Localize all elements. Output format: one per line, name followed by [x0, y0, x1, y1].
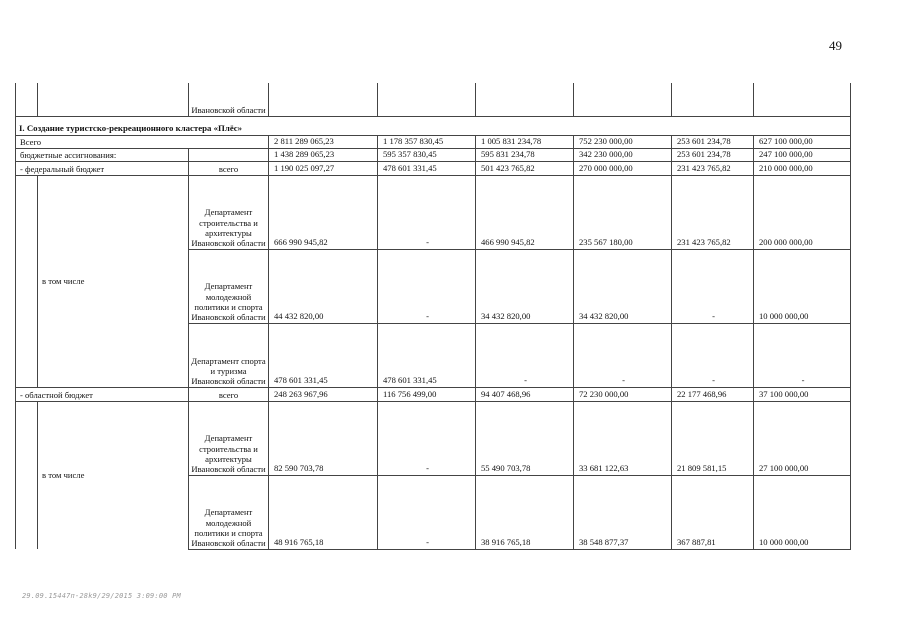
value-cell: 48 916 765,18	[269, 475, 378, 549]
value-cell: -	[378, 249, 476, 323]
value-cell: -	[378, 175, 476, 249]
table-row	[16, 83, 851, 116]
value-cell: 478 601 331,45	[378, 161, 476, 175]
value-cell: 752 230 000,00	[574, 135, 672, 148]
value-cell: -	[378, 401, 476, 475]
value-cell: -	[672, 249, 754, 323]
value-cell: -	[672, 323, 754, 387]
value-cell: 10 000 000,00	[754, 475, 851, 549]
value-cell: 231 423 765,82	[672, 175, 754, 249]
row-label: в том числе	[38, 401, 189, 549]
table-row	[16, 387, 851, 401]
value-cell: 627 100 000,00	[754, 135, 851, 148]
value-cell: -	[574, 323, 672, 387]
dept-cell: Ивановской области	[189, 83, 269, 116]
table-row	[16, 401, 851, 475]
value-cell: -	[476, 323, 574, 387]
value-cell: 200 000 000,00	[754, 175, 851, 249]
dept-cell: Департамент молодежной политики и спорта Ивановской области	[189, 249, 269, 323]
value-cell: 34 432 820,00	[476, 249, 574, 323]
value-cell: 270 000 000,00	[574, 161, 672, 175]
value-cell: 367 887,81	[672, 475, 754, 549]
value-cell: 478 601 331,45	[269, 323, 378, 387]
dept-cell: Департамент спорта и туризма Ивановской области	[189, 323, 269, 387]
value-cell: 22 177 468,96	[672, 387, 754, 401]
value-cell: 1 005 831 234,78	[476, 135, 574, 148]
page-number: 49	[829, 38, 842, 53]
value-cell: 247 100 000,00	[754, 148, 851, 161]
budget-table	[15, 83, 851, 550]
value-cell: 666 990 945,82	[269, 175, 378, 249]
value-cell: 253 601 234,78	[672, 148, 754, 161]
value-cell: 231 423 765,82	[672, 161, 754, 175]
value-cell: 2 811 289 065,23	[269, 135, 378, 148]
value-cell: 595 831 234,78	[476, 148, 574, 161]
value-cell: 21 809 581,15	[672, 401, 754, 475]
value-cell: 33 681 122,63	[574, 401, 672, 475]
value-cell: 37 100 000,00	[754, 387, 851, 401]
value-cell: 94 407 468,96	[476, 387, 574, 401]
row-sublabel: всего	[189, 161, 269, 175]
table-row	[16, 148, 851, 161]
value-cell: 342 230 000,00	[574, 148, 672, 161]
value-cell: 248 263 967,96	[269, 387, 378, 401]
row-sublabel: всего	[189, 387, 269, 401]
value-cell: 55 490 703,78	[476, 401, 574, 475]
value-cell: 478 601 331,45	[378, 323, 476, 387]
value-cell: 82 590 703,78	[269, 401, 378, 475]
section-header-row	[16, 116, 851, 135]
row-label: - областной бюджет	[16, 387, 189, 401]
value-cell: 27 100 000,00	[754, 401, 851, 475]
section-title: I. Создание туристско-рекреационного кластера «Плёс»	[16, 116, 851, 135]
value-cell: 210 000 000,00	[754, 161, 851, 175]
table-row	[16, 135, 851, 148]
value-cell: -	[378, 475, 476, 549]
value-cell: 1 190 025 097,27	[269, 161, 378, 175]
value-cell: 235 567 180,00	[574, 175, 672, 249]
value-cell: 34 432 820,00	[574, 249, 672, 323]
value-cell: 38 916 765,18	[476, 475, 574, 549]
row-label: - федеральный бюджет	[16, 161, 189, 175]
value-cell: 72 230 000,00	[574, 387, 672, 401]
value-cell: 1 178 357 830,45	[378, 135, 476, 148]
value-cell: 10 000 000,00	[754, 249, 851, 323]
value-cell: 1 438 289 065,23	[269, 148, 378, 161]
value-cell: 466 990 945,82	[476, 175, 574, 249]
table-row	[16, 161, 851, 175]
dept-cell: Департамент строительства и архитектуры Ивановской области	[189, 401, 269, 475]
value-cell: 38 548 877,37	[574, 475, 672, 549]
value-cell: 595 357 830,45	[378, 148, 476, 161]
row-label: Всего	[16, 135, 269, 148]
value-cell: -	[754, 323, 851, 387]
value-cell: 253 601 234,78	[672, 135, 754, 148]
value-cell: 116 756 499,00	[378, 387, 476, 401]
dept-cell: Департамент молодежной политики и спорта Ивановской области	[189, 475, 269, 549]
document-stamp: 29.09.15447п-28k9/29/2015 3:09:00 PM	[22, 592, 181, 600]
row-label: бюджетные ассигнования:	[16, 148, 189, 161]
value-cell: 501 423 765,82	[476, 161, 574, 175]
dept-cell: Департамент строительства и архитектуры Ивановской области	[189, 175, 269, 249]
row-label: в том числе	[38, 175, 189, 387]
table-row	[16, 175, 851, 249]
value-cell: 44 432 820,00	[269, 249, 378, 323]
